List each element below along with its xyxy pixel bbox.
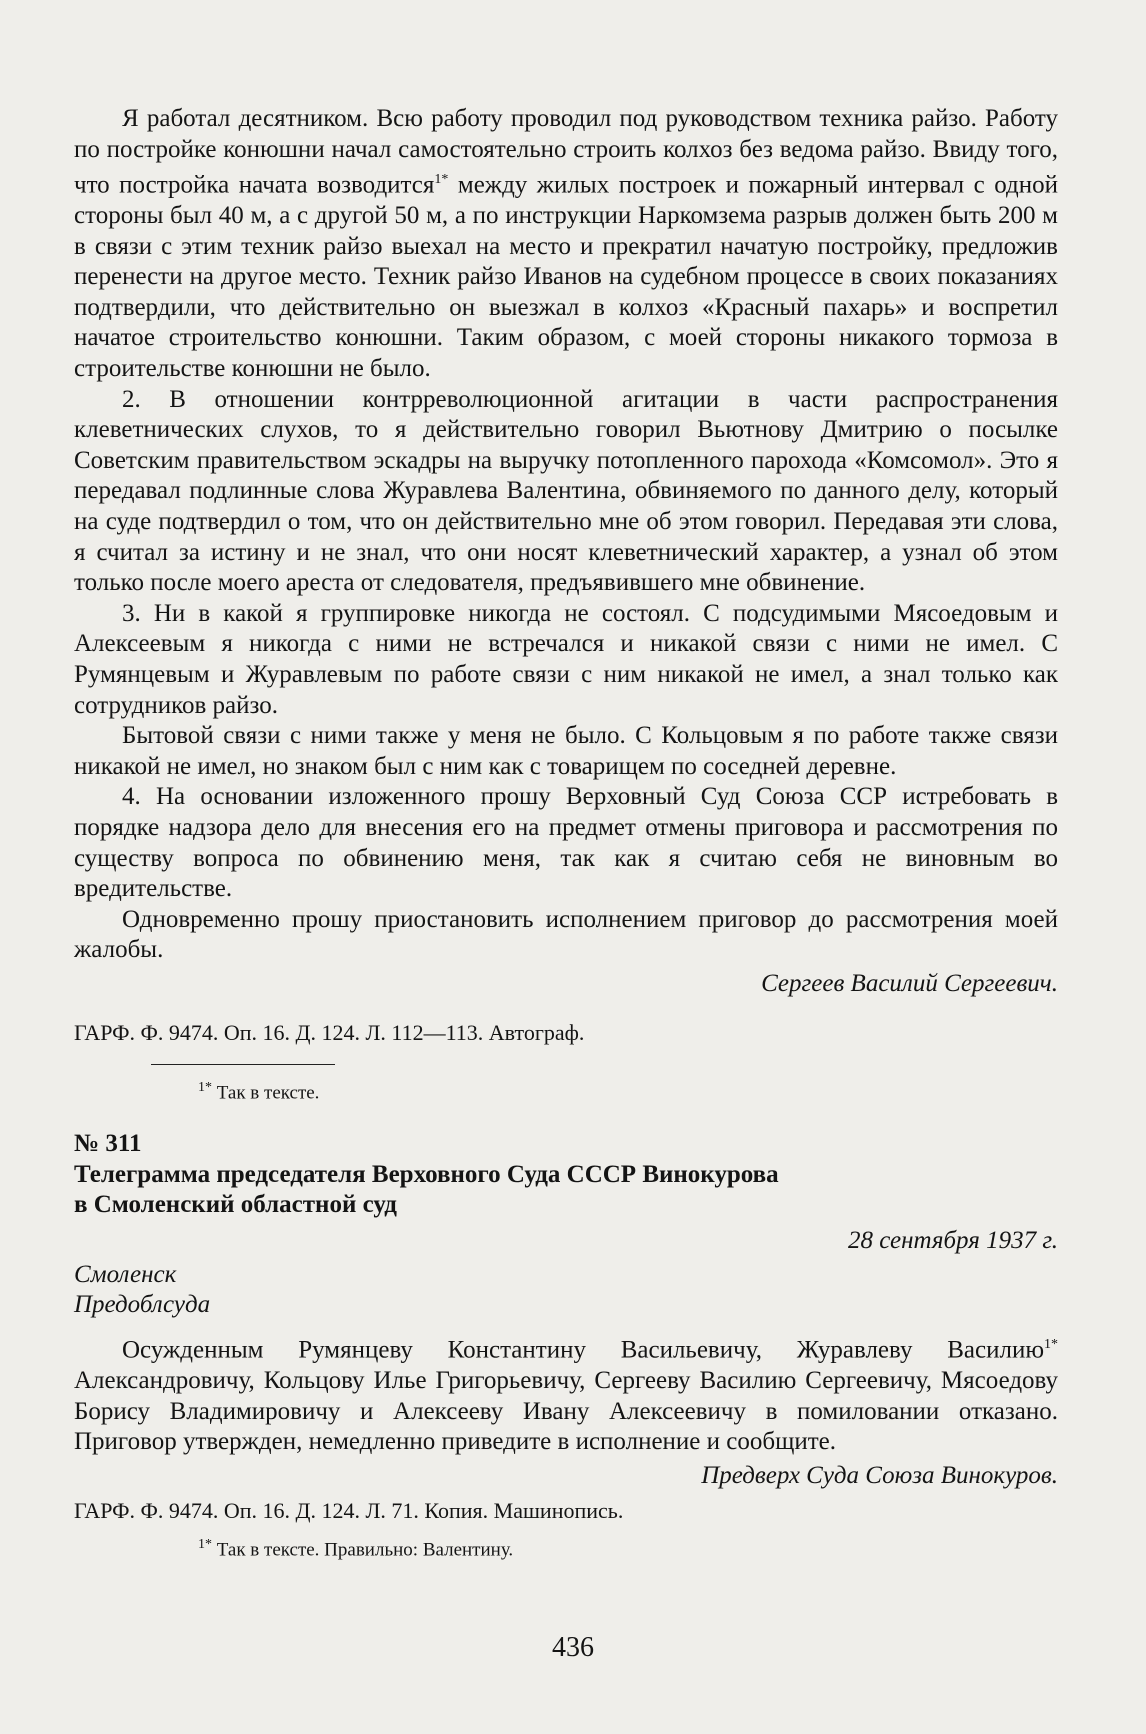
telegram-body: Осужденным Румянцеву Константину Васильевичу, Журавлеву Василию$^{1*}$ Александровичу, Кольцову Илье Григорьевичу, Сергееву Василию Сергеевичу, Мясоедову Борису Владимировичу и Алексееву Ивану Алексеевичу в помиловании отказано. Приговор утвержден, немедленно приведите в исполнение и сообщите.	[74, 1336, 1058, 1456]
footnote: $^{1*}$ Так в тексте.	[198, 1079, 320, 1104]
document-title-line-2: в Смоленский областной суд	[74, 1191, 397, 1219]
address-recipient: Предоблсуда	[74, 1291, 211, 1319]
signature: Сергеев Василий Сергеевич.	[761, 969, 1058, 997]
footnote-marker: 1*	[434, 172, 449, 188]
paragraph-6: Одновременно прошу приостановить исполнением приговор до рассмотрения моей жалобы.	[74, 905, 1058, 964]
paragraph-2: 2. В отношении контрреволюционной агитации в части распространения клеветнических слухов, то я действительно говорил Вьютнову Дмитрию о посылке Советским правительством эскадры на выручку потопленного парохода «Комсомол». Это я передавал подлинные слова Журавлева Валентина, обвиняемого по данного делу, который на суде подтвердил о том, что он действительно мне об этом говорил. Передавая эти слова, я считал за истину и не знал, что они носят клеветнический характер, а узнал об этом только после моего ареста от следователя, предъявившего мне обвинение.	[74, 385, 1058, 597]
address-city: Смоленск	[74, 1261, 177, 1289]
paragraph-1: Я работал десятником. Всю работу проводил под руководством техника райзо. Работу по постройке конюшни начал самостоятельно строить колхоз без ведома райзо. Ввиду того, что постройка начата возводится$^{1*}$ между жилых построек и пожарный интервал с одной стороны был 40 м, а с другой 50 м, а по инструкции Наркомзема разрыв должен быть 200 м в связи с этим техник райзо выехал на место и прекратил начатую постройку, предложив перенести на другое место. Техник райзо Иванов на судебном процессе в своих показаниях подтвердили, что действительно он выезжал в колхоз «Красный пахарь» и воспретил начатое строительство конюшни. Таким образом, с моей стороны никакого тормоза в строительстве конюшни не было.	[74, 105, 1058, 383]
telegram-archive-source: ГАРФ. Ф. 9474. Оп. 16. Д. 124. Л. 71. Копия. Машинопись.	[74, 1497, 624, 1523]
paragraph-4: Бытовой связи с ними также у меня не было. С Кольцовым я по работе также связи никакой не имел, но знаком был с ним как с товарищем по соседней деревне.	[74, 722, 1058, 780]
footnote-divider	[151, 1064, 335, 1065]
document-number: № 311	[74, 1130, 142, 1158]
telegram-signature: Предверх Суда Союза Винокуров.	[701, 1461, 1058, 1489]
document-date: 28 сентября 1937 г.	[847, 1227, 1058, 1255]
document-title-line-1: Телеграмма председателя Верховного Суда СССР Винокурова	[74, 1161, 779, 1189]
page-content	[74, 104, 1058, 1563]
page-number: 436	[552, 1632, 594, 1663]
archive-source: ГАРФ. Ф. 9474. Оп. 16. Д. 124. Л. 112—113. Автограф.	[74, 1019, 585, 1045]
paragraph-5: 4. На основании изложенного прошу Верховный Суд Союза ССР истребовать в порядке надзора дело для внесения его на предмет отмены приговора и рассмотрения по существу вопроса по обвинению меня, так как я считаю себя не виновным во вредительстве.	[74, 783, 1058, 903]
paragraph-3: 3. Ни в какой я группировке никогда не состоял. С подсудимыми Мясоедовым и Алексеевым я никогда с ними не встречался и никакой связи с ними не имел. С Румянцевым и Журавлевым по работе связи с ним никакой не имел, а знал только как сотрудников райзо.	[74, 599, 1058, 719]
telegram-footnote: $^{1*}$ Так в тексте. Правильно: Валентину.	[198, 1536, 514, 1561]
